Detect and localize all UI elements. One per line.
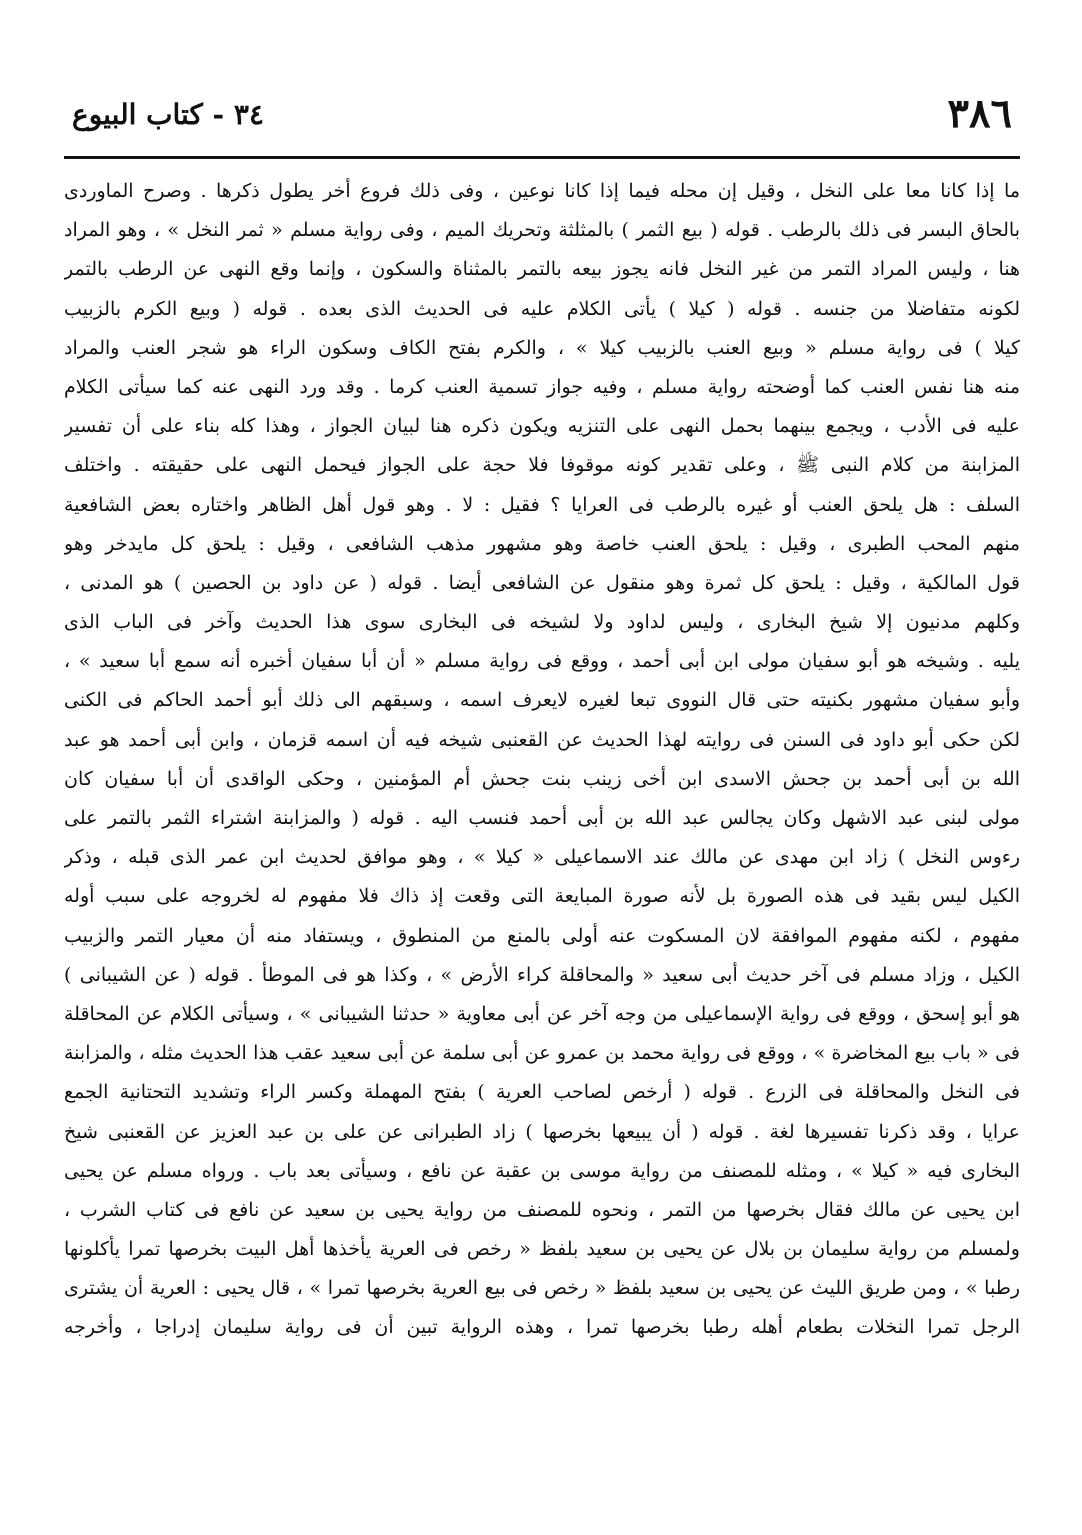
text-line: ما إذا كانا معا على النخل ، وقيل إن محله فيما إذا كانا نوعين ، وفى ذلك فروع أخر يطول ذكرها . وصرح الماوردى — [64, 180, 1020, 202]
body-text — [64, 172, 1020, 1426]
text-line: رطبا » ، ومن طريق الليث عن يحيى بن سعيد بلفظ « رخص فى بيع العرية بخرصها تمرا » ، قال يحيى : العرية أن يشترى — [64, 1277, 1020, 1300]
running-title: ٣٤ - كتاب البيوع — [72, 98, 264, 131]
page-header — [64, 84, 1020, 150]
text-line: ولمسلم من رواية سليمان بن بلال عن يحيى بن سعيد بلفظ « رخص فى العرية يأخذها أهل البيت بخرصها تمرا يأكلونها — [64, 1238, 1020, 1261]
text-line: يليه . وشيخه هو أبو سفيان مولى ابن أبى أحمد ، ووقع فى رواية مسلم « أن أبا سفيان أخبره أنه سمع أبا سعيد » ، — [64, 650, 1020, 673]
text-line: منهم المحب الطبرى ، وقيل : يلحق العنب خاصة وهو مشهور مذهب الشافعى ، وقيل : يلحق كل مايدخر وهو — [64, 532, 1020, 555]
text-line: لكن حكى أبو داود فى السنن فى روايته لهذا الحديث عن القعنبى شيخه فيه أن اسمه قزمان ، وابن أبى أحمد هو عبد — [64, 728, 1020, 751]
text-line: بالحاق البسر فى ذلك بالرطب . قوله ( بيع الثمر ) بالمثلثة وتحريك الميم ، وفى رواية مسلم « ثمر النخل » ، وهو المراد — [64, 219, 1020, 242]
text-line: منه هنا نفس العنب كما أوضحته رواية مسلم ، وفيه جواز تسمية العنب كرما . وقد ورد النهى عنه كما سيأتى الكلام — [64, 375, 1020, 398]
text-line: هنا ، وليس المراد التمر من غير النخل فانه يجوز بيعه بالتمر بالمثناة والسكون ، وإنما وقع النهى عن الرطب بالتمر — [64, 258, 1020, 281]
text-line: لكونه متفاضلا من جنسه . قوله ( كيلا ) يأتى الكلام عليه فى الحديث الذى بعده . قوله ( وبيع الكرم بالزبيب — [64, 297, 1020, 320]
text-line: الكيل ، وزاد مسلم فى آخر حديث أبى سعيد « والمحاقلة كراء الأرض » ، وكذا هو فى الموطأ . قوله ( عن الشيبانى ) — [64, 963, 1020, 986]
text-line: السلف : هل يلحق العنب أو غيره بالرطب فى العرايا ؟ فقيل : لا . وهو قول أهل الظاهر واختاره بعض الشافعية — [64, 493, 1020, 516]
text-line — [64, 1348, 1020, 1387]
text-line: الله بن أبى أحمد بن جحش الاسدى ابن أخى زينب بنت جحش أم المؤمنين ، وحكى الواقدى أن أبا سفيان كان — [64, 767, 1020, 790]
text-line: مولى لبنى عبد الاشهل وكان يجالس عبد الله بن أبى أحمد فنسب اليه . قوله ( والمزابنة اشتراء الثمر بالتمر على — [64, 807, 1020, 829]
text-line: عليه فى الأدب ، ويجمع بينهما بحمل النهى على التنزيه ويكون ذكره هنا لبيان الجواز ، وهذا كله بناء على أن تفسير — [64, 415, 1020, 438]
text-line: هو أبو إسحق ، ووقع فى رواية الإسماعيلى من وجه آخر عن أبى معاوية « حدثنا الشيبانى » ، وسيأتى الكلام عن المحاقلة — [64, 1002, 1020, 1025]
text-line: وأبو سفيان مشهور بكنيته حتى قال النووى تبعا لغيره لايعرف اسمه ، وسبقهم الى ذلك أبو أحمد الحاكم فى الكنى — [64, 689, 1020, 712]
text-line: الرجل تمرا النخلات بطعام أهله رطبا بخرصها تمرا ، وهذه الرواية تبين أن فى رواية سليمان إدراجا ، وأخرجه — [64, 1316, 1020, 1339]
text-line: مفهوم ، لكنه مفهوم الموافقة لان المسكوت عنه أولى بالمنع من المنطوق ، ويستفاد منه أن معيار التمر والزبيب — [64, 924, 1020, 947]
text-line: قول المالكية ، وقيل : يلحق كل ثمرة وهو منقول عن الشافعى أيضا . قوله ( عن داود بن الحصين ) هو المدنى ، — [64, 571, 1020, 594]
text-line: عرايا ، وقد ذكرنا تفسيرها لغة . قوله ( أن يبيعها بخرصها ) زاد الطبرانى عن على بن عبد العزيز عن القعنبى شيخ — [64, 1120, 1020, 1143]
header-rule — [64, 156, 1020, 159]
text-line — [64, 1387, 1020, 1426]
page-number: ٣٨٦ — [947, 90, 1012, 137]
text-line: البخارى فيه « كيلا » ، ومثله للمصنف من رواية موسى بن عقبة عن نافع ، وسيأتى بعد باب . ورواه مسلم عن يحيى — [64, 1159, 1020, 1182]
text-line: كيلا ) فى رواية مسلم « وبيع العنب بالزبيب كيلا » ، والكرم بفتح الكاف وسكون الراء هو شجر العنب والمراد — [64, 336, 1020, 359]
text-line: الكيل ليس بقيد فى هذه الصورة بل لأنه صورة المبايعة التى وقعت إذ ذاك فلا مفهوم له لخروجه على سبب أوله — [64, 885, 1020, 908]
text-line: رءوس النخل ) زاد ابن مهدى عن مالك عند الاسماعيلى « كيلا » ، وهو موافق لحديث ابن عمر الذى قبله ، وذكر — [64, 846, 1020, 869]
text-line: وكلهم مدنيون إلا شيخ البخارى ، وليس لداود ولا لشيخه فى البخارى سوى هذا الحديث وآخر فى الباب الذى — [64, 611, 1020, 634]
text-line: المزابنة من كلام النبى ﷺ ، وعلى تقدير كونه موقوفا فلا حجة على الجواز فيحمل النهى على حقيقته . واختلف — [64, 454, 1020, 477]
text-line: فى النخل والمحاقلة فى الزرع . قوله ( أرخص لصاحب العرية ) بفتح المهملة وكسر الراء وتشديد التحتانية الجمع — [64, 1081, 1020, 1104]
text-line: ابن يحيى عن مالك فقال بخرصها من التمر ، ونحوه للمصنف من رواية يحيى بن سعيد عن نافع فى كتاب الشرب ، — [64, 1198, 1020, 1221]
text-line: فى « باب بيع المخاضرة » ، ووقع فى رواية محمد بن عمرو عن أبى سلمة عن أبى سعيد عقب هذا الحديث مثله ، والمزابنة — [64, 1042, 1020, 1065]
